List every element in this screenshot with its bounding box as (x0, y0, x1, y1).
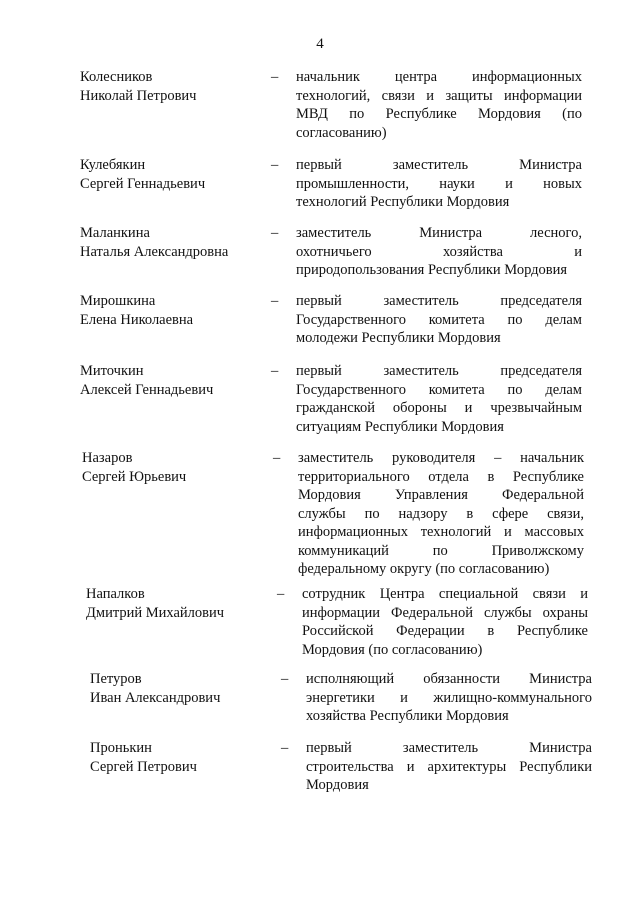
member-position (296, 224, 582, 280)
member-name (82, 449, 272, 486)
member-given-names: Сергей Геннадьевич (80, 175, 206, 192)
member-given-names: Николай Петрович (80, 87, 197, 104)
member-given-names: Дмитрий Михайлович (86, 604, 225, 621)
member-position (298, 449, 584, 579)
position-line: строительства и архитектуры Республики (306, 758, 592, 775)
position-line: технологий, связи и защиты информации (296, 87, 582, 104)
entry-dash: – (271, 363, 279, 379)
member-surname: Колесников (80, 69, 153, 85)
position-line: первый заместитель Министра (296, 157, 582, 173)
position-line: Государственного комитета по делам (296, 381, 582, 398)
member-name (90, 670, 280, 707)
position-line: технологий Республики Мордовия (296, 194, 510, 210)
page-number: 4 (316, 36, 324, 52)
position-line: исполняющий обязанности Министра (306, 671, 592, 687)
position-line: сотрудник Центра специальной связи и (302, 586, 588, 602)
member-position (296, 156, 582, 212)
position-line: службы по надзору в сфере связи, (298, 505, 584, 522)
position-line: хозяйства Республики Мордовия (306, 708, 509, 724)
member-surname: Напалков (86, 586, 145, 602)
position-line: Государственного комитета по делам (296, 311, 582, 328)
member-given-names: Елена Николаевна (80, 311, 194, 328)
entry-dash: – (271, 293, 279, 309)
position-line: заместитель руководителя – начальник (298, 450, 584, 466)
member-given-names: Сергей Юрьевич (82, 468, 187, 485)
position-line: начальник центра информационных (296, 69, 582, 85)
position-line: ситуациям Республики Мордовия (296, 418, 504, 435)
position-line: Мордовия (306, 777, 369, 793)
member-position (302, 585, 588, 659)
position-line: информационных технологий и массовых (298, 524, 584, 540)
member-surname: Миточкин (80, 363, 144, 379)
position-line: территориального отдела в Республике (298, 468, 584, 485)
position-line: природопользования Республики Мордовия (296, 262, 568, 278)
member-surname: Петуров (90, 671, 142, 687)
position-line: промышленности, науки и новых (296, 175, 582, 192)
position-line: первый заместитель председателя (296, 363, 582, 379)
member-position (306, 739, 592, 795)
position-line: МВД по Республике Мордовия (по (296, 106, 582, 122)
member-given-names: Алексей Геннадьевич (80, 381, 214, 398)
member-surname: Назаров (82, 450, 133, 466)
member-name (80, 224, 270, 261)
entry-dash: – (271, 69, 279, 85)
position-line: согласованию) (296, 124, 387, 141)
position-line: Мордовия (по согласованию) (302, 641, 483, 658)
entry-dash: – (281, 671, 289, 687)
member-name (86, 585, 276, 622)
member-position (296, 68, 582, 142)
position-line: информации Федеральной службы охраны (302, 604, 588, 621)
position-line: заместитель Министра лесного, (296, 225, 582, 241)
member-surname: Мирошкина (80, 293, 156, 309)
entry-dash: – (273, 450, 281, 466)
position-line: молодежи Республики Мордовия (296, 330, 501, 346)
entry-dash: – (277, 586, 285, 602)
member-position (306, 670, 592, 726)
entry-dash: – (271, 157, 279, 173)
position-line: охотничьего хозяйства и (296, 243, 582, 260)
member-name (80, 292, 270, 329)
member-position (296, 362, 582, 436)
member-given-names: Сергей Петрович (90, 758, 197, 775)
member-given-names: Иван Александрович (90, 689, 221, 706)
member-surname: Маланкина (80, 225, 150, 241)
member-surname: Кулебякин (80, 157, 146, 173)
member-name (80, 362, 270, 399)
position-line: коммуникаций по Приволжскому (298, 542, 584, 559)
position-line: энергетики и жилищно-коммунального (306, 689, 592, 706)
member-surname: Пронькин (90, 740, 152, 756)
member-given-names: Наталья Александровна (80, 243, 229, 260)
position-line: федеральному округу (по согласованию) (298, 561, 550, 577)
position-line: Российской Федерации в Республике (302, 623, 588, 639)
entry-dash: – (271, 225, 279, 241)
member-position (296, 292, 582, 348)
position-line: первый заместитель Министра (306, 740, 592, 756)
entry-dash: – (281, 740, 289, 756)
member-name (80, 68, 270, 105)
position-line: первый заместитель председателя (296, 293, 582, 309)
position-line: Мордовия Управления Федеральной (298, 487, 584, 503)
member-name (80, 156, 270, 193)
member-name (90, 739, 280, 776)
position-line: гражданской обороны и чрезвычайным (296, 400, 582, 416)
